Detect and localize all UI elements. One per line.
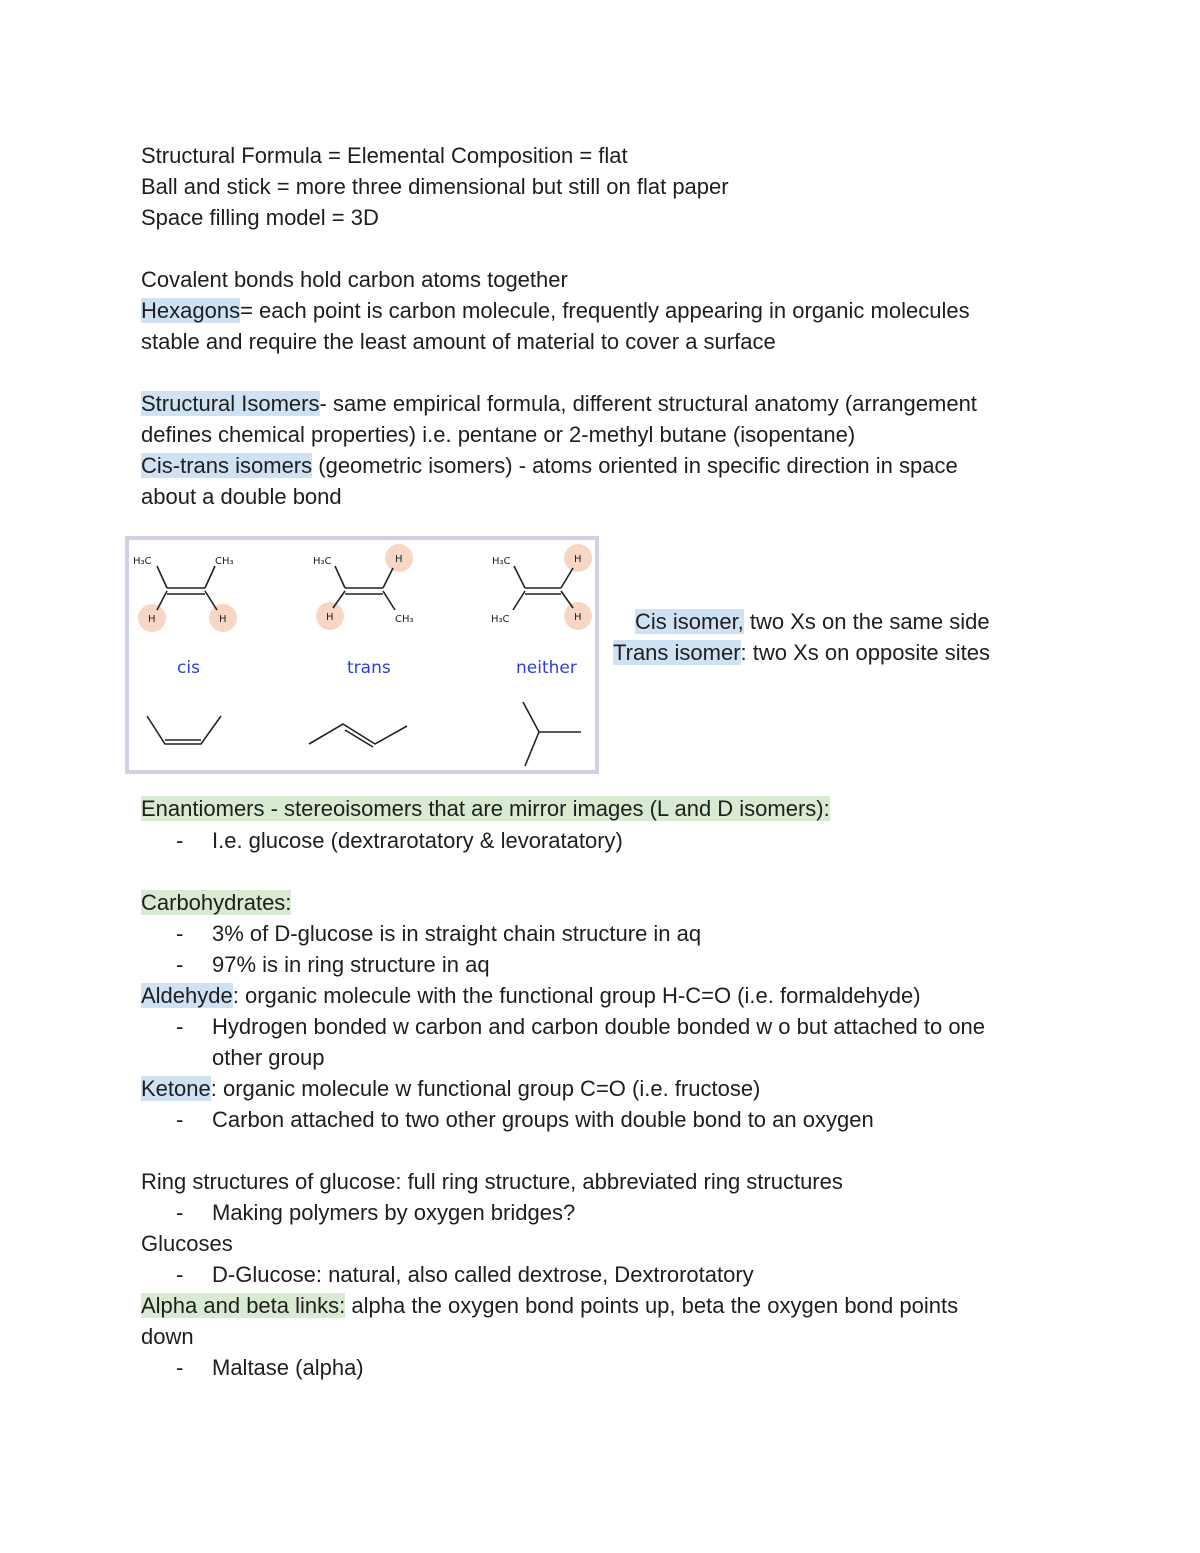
bullet-item: 3% of D-glucose is in straight chain structure in aq [212, 921, 702, 946]
bond [514, 566, 525, 588]
atom-label: H [574, 612, 582, 623]
text-span: (geometric isomers) - atoms oriented in specific direction in space [312, 453, 958, 478]
highlighted-term: Alpha and beta links: [141, 1293, 346, 1318]
atom-label: CH₃ [215, 556, 234, 567]
text-line [141, 793, 830, 824]
atom-label: H₃C [313, 556, 332, 567]
text-line [141, 980, 921, 1011]
bullet-item: D-Glucose: natural, also called dextrose, Dextrorotatory [212, 1262, 754, 1287]
bond [157, 566, 167, 588]
text-line [141, 887, 291, 918]
bullet-item: Carbon attached to two other groups with double bond to an oxygen [212, 1107, 874, 1132]
atom-label: H [326, 612, 334, 623]
text-line [141, 388, 977, 419]
bullet-dash: - [176, 1200, 184, 1225]
atom-label: H [219, 614, 227, 625]
highlighted-term: Enantiomers - stereoisomers that are mirror images (L and D isomers): [141, 796, 830, 821]
text-span: : two Xs on opposite sites [740, 640, 991, 665]
bullet-item: Hydrogen bonded w carbon and carbon double bonded w o but attached to one [212, 1014, 986, 1039]
text-line: Ball and stick = more three dimensional but still on flat paper [141, 174, 729, 199]
isomer-figure [125, 536, 599, 774]
bullet-dash: - [176, 1107, 184, 1132]
label-trans: trans [347, 658, 391, 678]
bond [345, 730, 373, 747]
text-line [141, 450, 958, 481]
skeletal-trans [309, 724, 407, 744]
highlighted-term: Hexagons [141, 298, 241, 323]
atom-label: H [574, 554, 582, 565]
text-line [141, 295, 970, 326]
bond [561, 568, 573, 588]
atom-label: H [395, 554, 403, 565]
text-span: : organic molecule with the functional group H-C=O (i.e. formaldehyde) [232, 983, 921, 1008]
text-span: : organic molecule w functional group C=O (i.e. fructose) [210, 1076, 761, 1101]
text-line: Glucoses [141, 1231, 233, 1256]
bullet-item: I.e. glucose (dextrarotatory & levoratatory) [212, 828, 623, 853]
highlighted-term: Aldehyde [141, 983, 233, 1008]
side-note-cis [635, 606, 990, 637]
atom-label: H₃C [491, 614, 510, 625]
atom-label: H₃C [492, 556, 511, 567]
side-note-trans [613, 637, 990, 668]
bond [383, 568, 393, 588]
bullet-item: Maltase (alpha) [212, 1355, 364, 1380]
highlighted-term: Cis-trans isomers [141, 453, 313, 478]
bullet-item: Making polymers by oxygen bridges? [212, 1200, 576, 1225]
bond [205, 566, 215, 588]
atom-label: H₃C [133, 556, 152, 567]
bullet-dash: - [176, 921, 184, 946]
bullet-dash: - [176, 1014, 184, 1039]
text-line: Covalent bonds hold carbon atoms together [141, 267, 568, 292]
bullet-dash: - [176, 828, 184, 853]
text-line: stable and require the least amount of material to cover a surface [141, 329, 776, 354]
text-span: - same empirical formula, different structural anatomy (arrangement [319, 391, 977, 416]
highlighted-term: Trans isomer [613, 640, 741, 665]
bullet-item: 97% is in ring structure in aq [212, 952, 490, 977]
highlighted-term: Cis isomer, [635, 609, 744, 634]
isomer-diagram [129, 540, 595, 770]
highlighted-term: Ketone [141, 1076, 211, 1101]
text-line: Space filling model = 3D [141, 205, 379, 230]
atom-label: H [148, 614, 156, 625]
atom-label: CH₃ [395, 614, 414, 625]
bullet-dash: - [176, 1355, 184, 1380]
label-cis: cis [177, 658, 200, 678]
highlighted-term: Structural Isomers [141, 391, 320, 416]
skeletal-neither [523, 702, 581, 732]
text-line [141, 1073, 760, 1104]
bond [157, 591, 167, 610]
text-line: defines chemical properties) i.e. pentane or 2-methyl butane (isopentane) [141, 422, 856, 447]
text-line: down [141, 1324, 194, 1349]
bullet-item-continued: other group [212, 1045, 325, 1070]
bond [561, 591, 573, 608]
text-span: = each point is carbon molecule, frequently appearing in organic molecules [240, 298, 970, 323]
text-line: about a double bond [141, 484, 342, 509]
bond [335, 566, 345, 588]
bond [513, 591, 525, 610]
text-span: alpha the oxygen bond points up, beta the oxygen bond points [345, 1293, 959, 1318]
bond [525, 732, 539, 766]
bullet-dash: - [176, 1262, 184, 1287]
text-line: Ring structures of glucose: full ring structure, abbreviated ring structures [141, 1169, 843, 1194]
text-span: two Xs on the same side [743, 609, 990, 634]
bullet-dash: - [176, 952, 184, 977]
bond [383, 591, 395, 610]
text-line: Structural Formula = Elemental Composition = flat [141, 143, 628, 168]
bond [205, 591, 217, 610]
text-line [141, 1290, 958, 1321]
label-neither: neither [516, 658, 577, 678]
highlighted-term: Carbohydrates: [141, 890, 292, 915]
